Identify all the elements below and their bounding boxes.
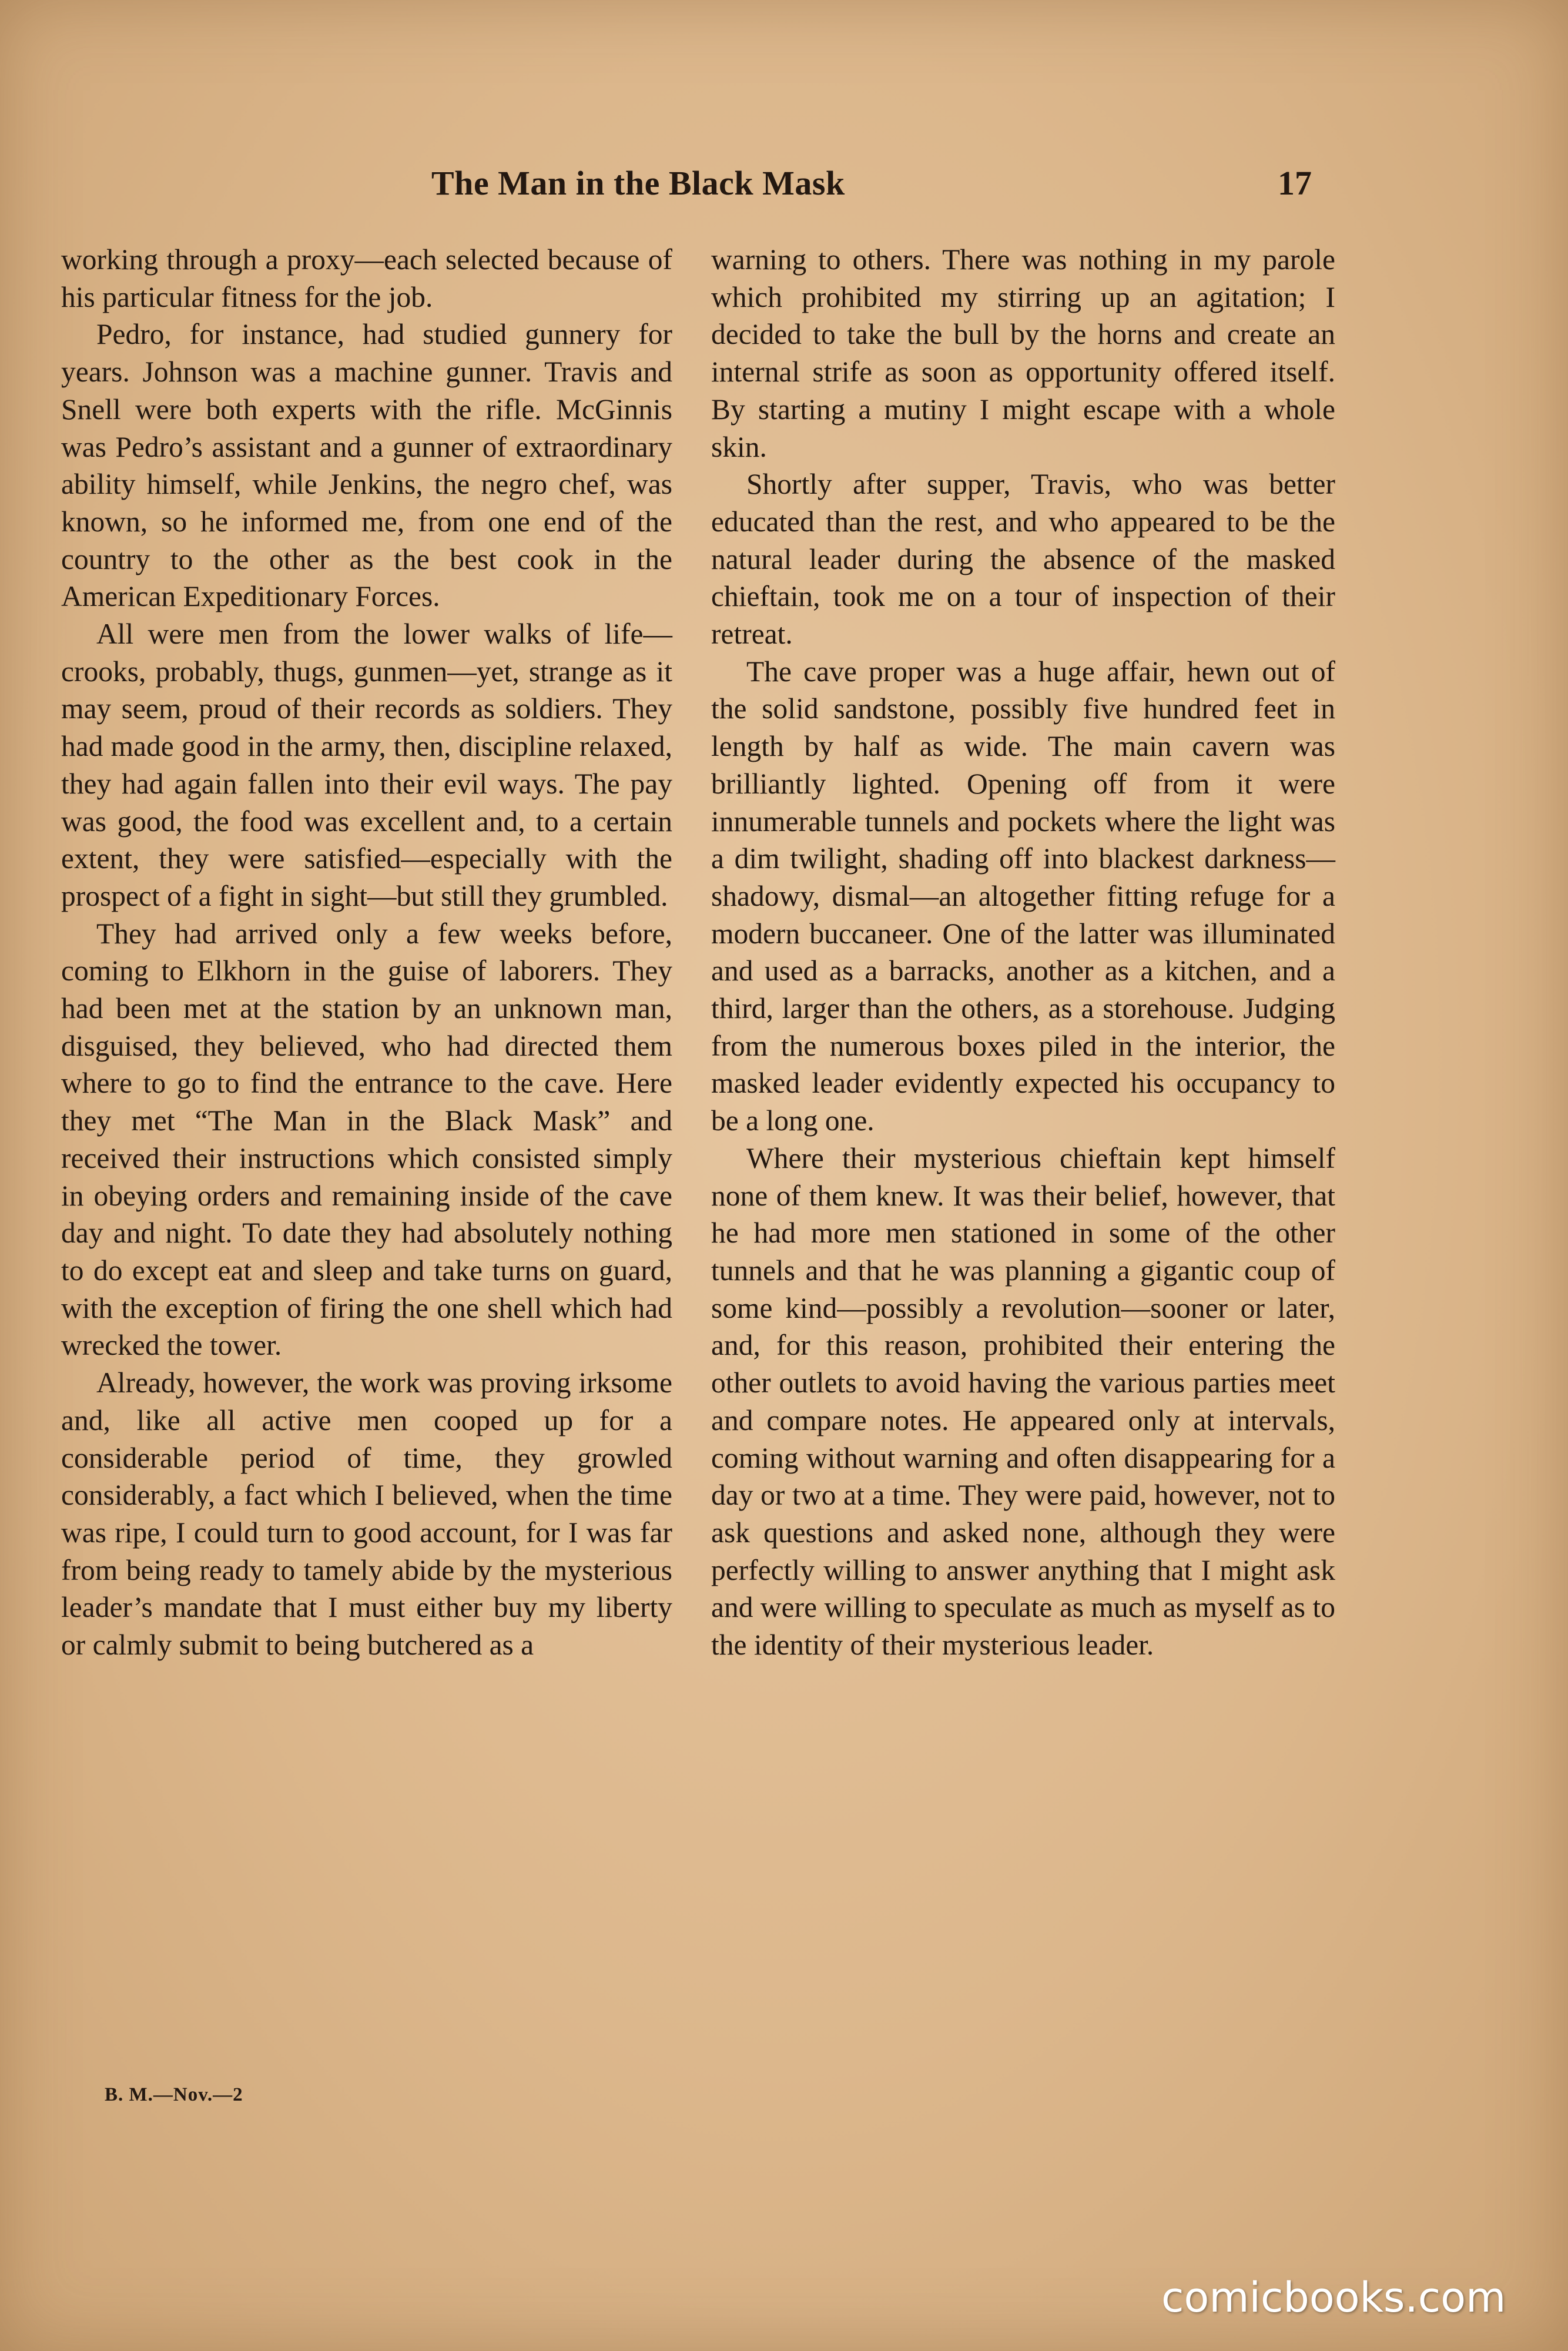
paragraph: All were men from the lower walks of life—crooks, probably, thugs, gunmen—yet, strange as it may seem, proud of their records as soldiers. They had made good in the army, then, discipline relaxed, they had again fallen into their evil ways. The pay was good, the food was excellent and, to a certain extent, they were satisfied—especially with the prospect of a fight in sight—but still they grumbled. [61,618,672,912]
right-column [711,241,1335,1664]
paragraph: warning to others. There was nothing in my parole which prohibited my stirring up an agitation; I decided to take the bull by the horns and create an internal strife as soon as opportunity offered itself. By starting a mutiny I might escape with a whole skin. [711,243,1335,463]
paragraph: Pedro, for instance, had studied gunnery for years. Johnson was a machine gunner. Travis and Snell were both experts with the rifle. McGinnis was Pedro’s assistant and a gunner of extraordinary ability himself, while Jenkins, the negro chef, was known, so he informed me, from one end of the country to the other as the best cook in the American Expeditionary Forces. [61,318,672,613]
paragraph: working through a proxy—each selected because of his particular fitness for the job. [61,243,672,313]
paragraph: Already, however, the work was proving irksome and, like all active men cooped up for a considerable period of time, they growled considerably, a fact which I believed, when the time was ripe, I could turn to good account, for I was far from being ready to tamely abide by the mysterious leader’s mandate that I must either buy my liberty or calmly submit to being butchered as a [61,1367,672,1662]
left-column [61,241,672,1664]
running-title: The Man in the Black Mask [431,164,845,202]
page-number: 17 [1278,164,1312,202]
page-header [0,159,1568,212]
watermark: comicbooks.com [1161,2273,1506,2322]
paragraph: They had arrived only a few weeks before, coming to Elkhorn in the guise of laborers. They had been met at the station by an unknown man, disguised, they believed, who had directed them where to go to find the entrance to the cave. Here they met “The Man in the Black Mask” and received their instructions which consisted simply in obeying orders and remaining inside of the cave day and night. To date they had absolutely nothing to do except eat and sleep and take turns on guard, with the exception of firing the one shell which had wrecked the tower. [61,917,672,1362]
signature-mark: B. M.—Nov.—2 [105,2084,243,2105]
paragraph: The cave proper was a huge affair, hewn out of the solid sandstone, possibly five hundred feet in length by half as wide. The main cavern was brilliantly lighted. Opening off from it were innumerable tunnels and pockets where the light was a dim twilight, shading off into blackest darkness—shadowy, dismal—an altogether fitting refuge for a modern buccaneer. One of the latter was illuminated and used as a barracks, another as a kitchen, and a third, larger than the others, as a storehouse. Judging from the numerous boxes piled in the interior, the masked leader evidently expected his occupancy to be a long one. [711,655,1335,1137]
paragraph: Shortly after supper, Travis, who was better educated than the rest, and who appeared to be the natural leader during the absence of the masked chieftain, took me on a tour of inspection of their retreat. [711,468,1335,651]
paragraph: Where their mysterious chieftain kept himself none of them knew. It was their belief, however, that he had more men stationed in some of the other tunnels and that he was planning a gigantic coup of some kind—possibly a revolution—sooner or later, and, for this reason, prohibited their entering the other outlets to avoid having the various parties meet and compare notes. He appeared only at intervals, coming without warning and often disappearing for a day or two at a time. They were paid, however, not to ask questions and asked none, although they were perfectly willing to answer anything that I might ask and were willing to speculate as much as myself as to the identity of their mysterious leader. [711,1141,1335,1662]
